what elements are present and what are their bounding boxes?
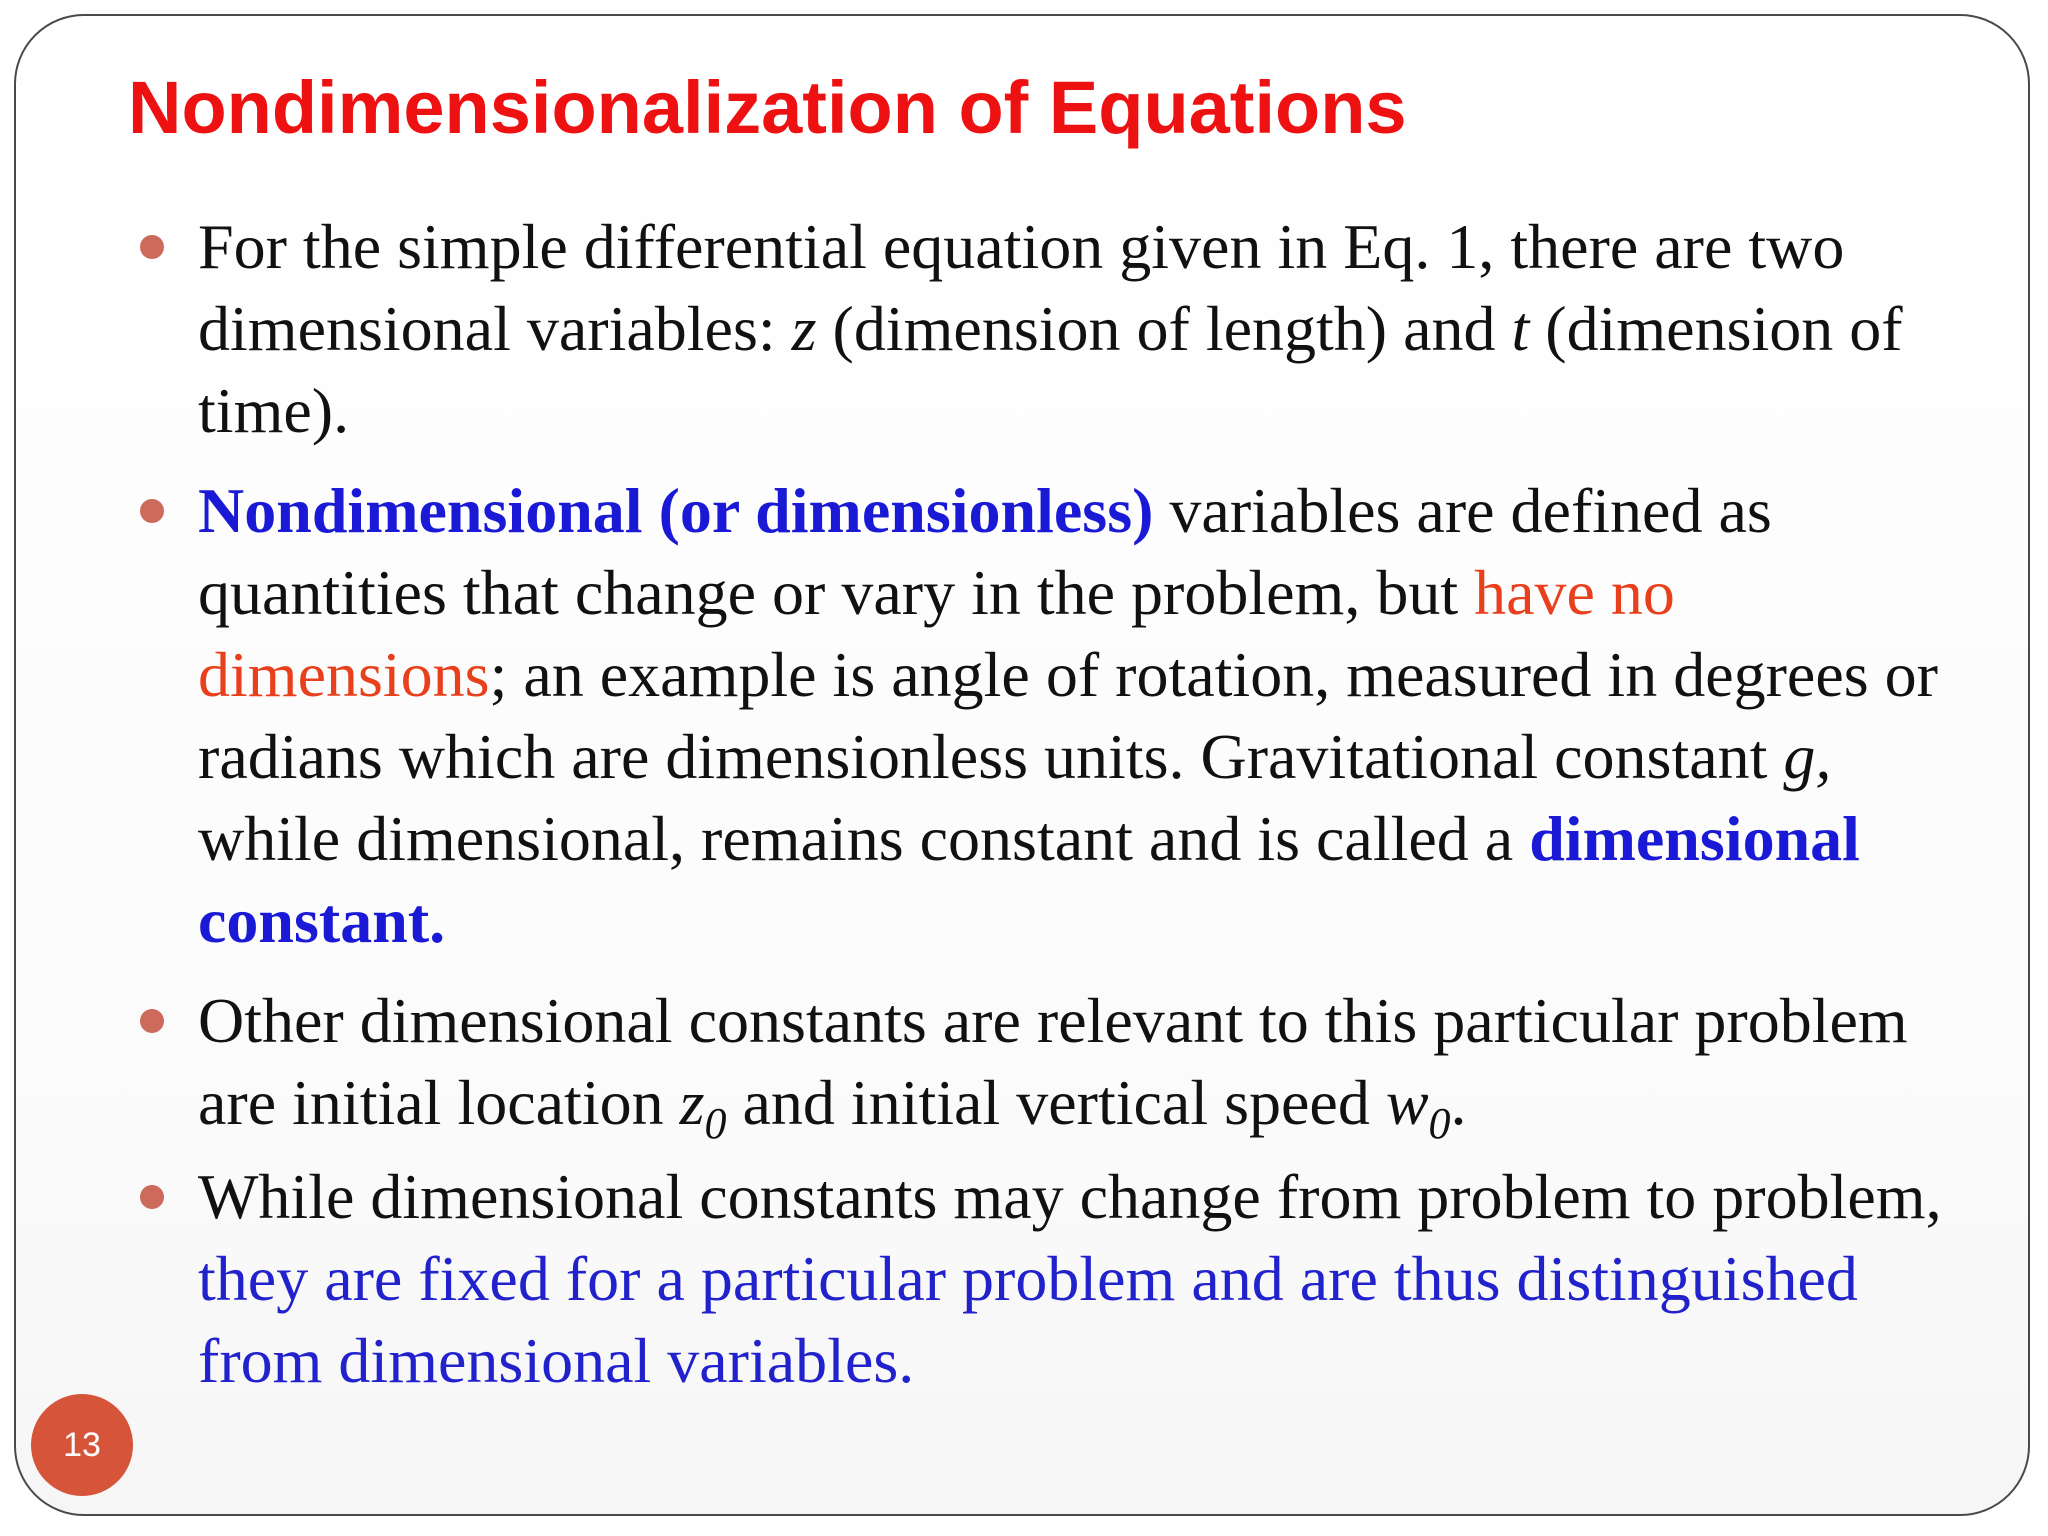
bullet-1-text-2: (dimension of length) and xyxy=(816,293,1512,364)
term-dimensional-constant: dimensional constant. xyxy=(198,803,1860,956)
bullet-1-text-3: (dimension of time). xyxy=(198,293,1903,446)
variable-z0: z xyxy=(679,1067,705,1138)
variable-g: g, xyxy=(1783,721,1832,792)
variable-w0: w xyxy=(1385,1067,1429,1138)
bullet-dot-icon xyxy=(140,499,164,523)
bullet-list xyxy=(126,206,1956,1420)
slide-title: Nondimensionalization of Equations xyxy=(128,66,1407,149)
page-number-badge xyxy=(31,1394,133,1496)
bullet-3-text-2: and initial vertical speed xyxy=(726,1067,1386,1138)
subscript-w0: 0 xyxy=(1428,1099,1451,1148)
bullet-2-text-3: while dimensional, remains constant and is called a xyxy=(198,803,1530,874)
variable-z: z xyxy=(791,293,817,364)
variable-t: t xyxy=(1511,293,1530,364)
term-nondimensional: Nondimensional (or dimensionless) xyxy=(198,475,1154,546)
bullet-item-3 xyxy=(126,980,1956,1148)
bullet-dot-icon xyxy=(140,1009,164,1033)
highlight-fixed-constants: they are fixed for a particular problem and are thus distinguished from dimensional variables. xyxy=(198,1243,1858,1396)
slide-frame xyxy=(14,14,2030,1516)
bullet-4-text: While dimensional constants may change from problem to problem, xyxy=(198,1161,1942,1232)
bullet-1-text: For the simple differential equation given in Eq. 1, there are two dimensional variables: xyxy=(198,211,1845,364)
bullet-dot-icon xyxy=(140,235,164,259)
subscript-z0: 0 xyxy=(704,1099,727,1148)
bullet-3-text: Other dimensional constants are relevant to this particular problem are initial location xyxy=(198,985,1908,1138)
bullet-2-text-2: ; an example is angle of rotation, measured in degrees or radians which are dimensionless units. Gravitational constant xyxy=(198,639,1938,792)
bullet-dot-icon xyxy=(140,1185,164,1209)
bullet-2-text: variables are defined as quantities that change or vary in the problem, but xyxy=(198,475,1772,628)
bullet-item-4 xyxy=(126,1156,1956,1402)
page-number: 13 xyxy=(63,1425,101,1464)
bullet-item-1 xyxy=(126,206,1956,452)
highlight-have-no-dimensions: have no dimensions xyxy=(198,557,1675,710)
bullet-3-text-3: . xyxy=(1450,1067,1467,1138)
bullet-item-2 xyxy=(126,470,1956,962)
